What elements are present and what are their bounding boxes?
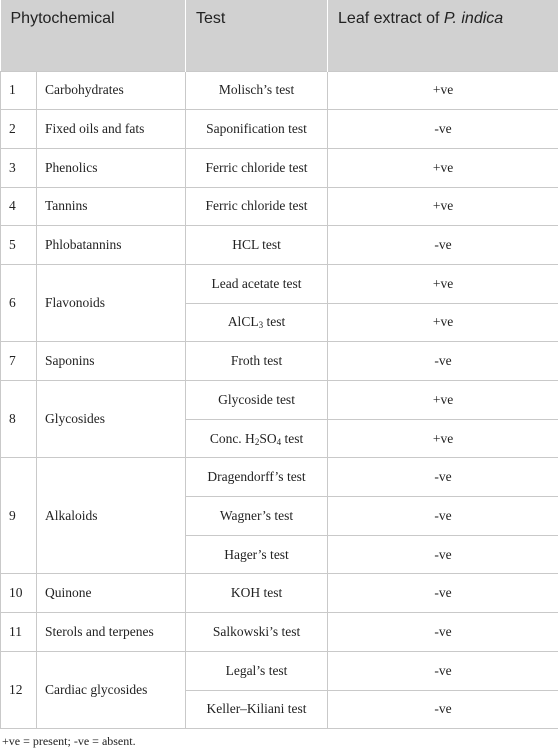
table-row: [1, 381, 558, 420]
test-result: +ve: [328, 303, 558, 342]
test-text: AlCL: [227, 314, 259, 330]
row-number: 1: [1, 71, 37, 110]
test-name: [186, 264, 328, 303]
test-text: Legal’s test: [225, 662, 288, 678]
table-row: [1, 110, 558, 149]
phytochemical-name: Fixed oils and fats: [37, 110, 186, 149]
table-row: [1, 651, 558, 690]
test-text: HCL test: [232, 237, 281, 253]
phytochemical-name: Sterols and terpenes: [37, 613, 186, 652]
table-footnote: +ve = present; -ve = absent.: [2, 734, 136, 748]
row-number: 10: [1, 574, 37, 613]
test-result: -ve: [328, 651, 558, 690]
phytochemical-name: Glycosides: [37, 381, 186, 458]
test-text: test: [263, 314, 286, 330]
test-result: +ve: [328, 419, 558, 458]
test-result: -ve: [328, 497, 558, 536]
test-text: Lead acetate test: [211, 275, 302, 291]
test-text: Froth test: [230, 353, 283, 369]
test-name: [186, 613, 328, 652]
phytochemical-name: Flavonoids: [37, 264, 186, 341]
row-number: 6: [1, 264, 37, 341]
phytochemical-name: Phlobatannins: [37, 226, 186, 265]
test-result: +ve: [328, 187, 558, 226]
phytochemical-name: Saponins: [37, 342, 186, 381]
test-text: Conc. H: [209, 430, 255, 446]
row-number: 3: [1, 148, 37, 187]
test-text: Dragendorff’s test: [207, 469, 306, 485]
table-header-row: [1, 0, 558, 71]
header-result-prefix: Leaf extract of: [338, 10, 444, 27]
table-row: [1, 613, 558, 652]
test-name: [186, 71, 328, 110]
phytochemical-name: Carbohydrates: [37, 71, 186, 110]
row-number: 12: [1, 651, 37, 728]
table-row: [1, 187, 558, 226]
header-result-species: P. indica: [443, 10, 504, 27]
test-name: [186, 690, 328, 729]
table-row: [1, 574, 558, 613]
test-name: [186, 458, 328, 497]
test-name: [186, 651, 328, 690]
test-text: KOH test: [230, 585, 283, 601]
test-result: -ve: [328, 342, 558, 381]
phytochemical-name: Quinone: [37, 574, 186, 613]
test-name: [186, 303, 328, 342]
test-result: -ve: [328, 458, 558, 497]
test-text: Keller–Kiliani test: [206, 701, 307, 717]
test-name: [186, 419, 328, 458]
test-text: Salkowski’s test: [212, 623, 301, 639]
test-result: -ve: [328, 110, 558, 149]
test-result: +ve: [328, 264, 558, 303]
test-result: -ve: [328, 613, 558, 652]
test-text: Glycoside test: [218, 391, 295, 407]
row-number: 5: [1, 226, 37, 265]
row-number: 2: [1, 110, 37, 149]
row-number: 11: [1, 613, 37, 652]
test-result: -ve: [328, 535, 558, 574]
test-text: Ferric chloride test: [205, 159, 308, 175]
header-phytochemical: Phytochemical: [1, 0, 186, 71]
phytochemical-name: Phenolics: [37, 148, 186, 187]
test-name: [186, 148, 328, 187]
test-subscript: 3: [258, 320, 264, 331]
test-result: -ve: [328, 226, 558, 265]
test-text: Ferric chloride test: [205, 198, 308, 214]
test-result: -ve: [328, 690, 558, 729]
test-subscript: 4: [276, 436, 282, 447]
test-name: [186, 342, 328, 381]
test-text: Saponification test: [206, 121, 307, 137]
test-result: +ve: [328, 71, 558, 110]
phytochemical-name: Cardiac glycosides: [37, 651, 186, 728]
phytochemical-name: Alkaloids: [37, 458, 186, 574]
test-subscript: 2: [254, 436, 260, 447]
test-name: [186, 110, 328, 149]
test-text: Molisch’s test: [218, 82, 295, 98]
test-text: Wagner’s test: [219, 507, 294, 523]
test-name: [186, 574, 328, 613]
test-text: SO: [259, 430, 277, 446]
row-number: 7: [1, 342, 37, 381]
row-number: 4: [1, 187, 37, 226]
row-number: 9: [1, 458, 37, 574]
test-text: test: [281, 430, 304, 446]
test-name: [186, 497, 328, 536]
table-row: [1, 342, 558, 381]
row-number: 8: [1, 381, 37, 458]
table-row: [1, 458, 558, 497]
test-name: [186, 226, 328, 265]
test-result: -ve: [328, 574, 558, 613]
test-name: [186, 381, 328, 420]
test-name: [186, 535, 328, 574]
test-text: Hager’s test: [224, 546, 289, 562]
test-result: +ve: [328, 381, 558, 420]
table-row: [1, 226, 558, 265]
phytochemical-name: Tannins: [37, 187, 186, 226]
header-result: [328, 0, 558, 71]
header-test: Test: [186, 0, 328, 71]
test-result: +ve: [328, 148, 558, 187]
table-row: [1, 148, 558, 187]
test-name: [186, 187, 328, 226]
table-row: [1, 264, 558, 303]
table-row: [1, 71, 558, 110]
